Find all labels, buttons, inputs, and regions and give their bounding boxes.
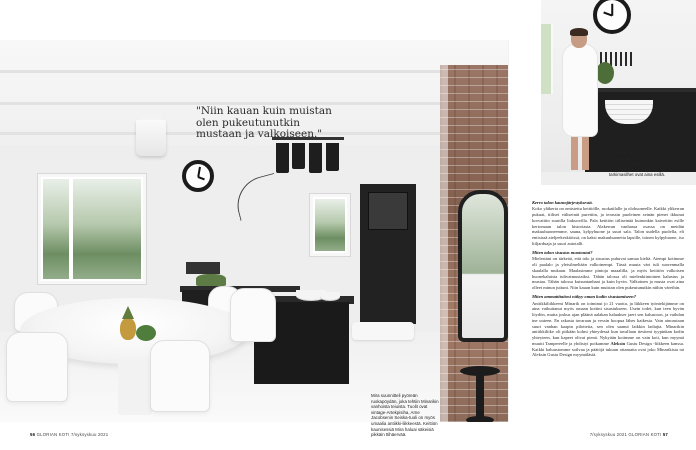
ceiling-beam bbox=[0, 70, 440, 73]
hanging-pot bbox=[292, 143, 305, 169]
white-chair bbox=[150, 340, 210, 412]
main-photo-caption: Mira suunnitteli pyöreän ruokapöydän, joka tehtiin Minarikin vanhoista teiuista. Tuolit ovat vintage-Artekpisiha, Arne Jacobsenin Seiska-tuoli on myös umaalia antiikki-liikkeestä. Keittiön kaunisessiä Mira haluai säkeisiä pikkäin ttihäervää. bbox=[371, 393, 439, 438]
sheepskin-bench bbox=[352, 322, 414, 340]
knife-rack bbox=[186, 262, 220, 274]
woman-legs bbox=[571, 134, 589, 170]
hanging-pot bbox=[326, 143, 339, 171]
wall-clock bbox=[593, 0, 631, 34]
pull-quote: "Niin kauan kuin muistan olen pukeutunutkin mustaan ja valkoiseen." bbox=[196, 105, 332, 140]
page-number: 56 bbox=[30, 432, 36, 437]
pendant-lamp bbox=[136, 120, 166, 156]
white-bowl bbox=[320, 292, 340, 300]
white-chair bbox=[6, 332, 68, 402]
bar-stool-leg bbox=[476, 374, 484, 420]
right-page-footer bbox=[588, 432, 668, 437]
hanging-pot bbox=[276, 143, 289, 173]
footer-magazine: GLORIAN KOTI 7/syksyskuu 2021 bbox=[36, 432, 109, 437]
table-pedestal bbox=[118, 360, 152, 415]
hanging-pot bbox=[309, 143, 322, 173]
article-body bbox=[532, 200, 684, 359]
hutch-glass bbox=[368, 192, 408, 230]
bar-stool-base bbox=[466, 416, 494, 422]
melon bbox=[136, 325, 156, 341]
woman-hair bbox=[570, 28, 588, 36]
left-window bbox=[38, 174, 146, 284]
arched-mirror bbox=[458, 190, 508, 342]
page-gutter bbox=[508, 40, 509, 422]
question-heading: Miten ammattitaitosi näkyy oman kodin sisustamiseen? bbox=[532, 294, 636, 300]
kitchen-photo bbox=[0, 40, 508, 422]
left-page-footer bbox=[30, 432, 108, 437]
herb-plants bbox=[196, 274, 226, 286]
question-heading: Miten talon sisustus muotoutui? bbox=[532, 250, 593, 255]
portrait-caption: Keittiön täyspuinen kaasi maalattiin mustaksi. Mira keräsi vanhoja valkoisia astioita, ja suurest tarkimasilhet ovat aina esillä. bbox=[608, 150, 666, 178]
highlight-name: Aleksin bbox=[610, 340, 626, 346]
page-number: 57 bbox=[662, 432, 668, 437]
brick-edge bbox=[440, 65, 448, 422]
answer-paragraph: Antiikkiliikkeeni Minarik on toiminut jo 21 vuotta, ja liikkeen työntekijämme on aina vaikuttanut myös omaan kotiini sisustukseen. Usein todet, kun teen hyvän löydön, mutta joskus ajan pläänä aalakan haluakser jaert sen kalustoon, ja vaihdan tne uuteen. En rakasta tavaraan ja vessin hoopua lähes kaikesta. Vain ainoastaan suuri vanhan kaapin pilotteita, sen olen saanut laikkin ladiajta. Minarikin antiikkiliike oli pitkään kolmi yhteydessä kun tavallaan tiesiteni tyypinkan kodin yhteyteen, kun kapeet olivat pienä. Nykyään kotimme on vain koti, kun myymä muutti Tampereelle ja yhdistyi poikamme Aleksin Gustu Design -liikkeen kanssa. Kaikki kaluustomme sotlvaa ja päätöjä tukuun ottamatta ovat joko Minarikista tai Aleksin Gustu Design myymälästä. bbox=[532, 300, 685, 358]
question-heading: Kerro talon kaunojärjestyksestä. bbox=[532, 200, 593, 205]
back-window bbox=[310, 194, 350, 256]
white-chair bbox=[230, 288, 276, 342]
answer-paragraph: Koko yläkerta on omistettu keittiölle, ruokatilalle ja olohuoneelle. Kaikki ylikerran pukuat, tiiliset väliseinät purettiin, ja terassin puoleinen seinän pienet ikkunat korvattiin suurilla liukuovilla. Pala keittiön tiiliseinää kuinonkin kaivettiin esille kertomaan talon historiasta. Alakerran vanhassa osassa on meidän makuuhuoneemme, sauna, kylpyhuone ja suuri sala. Talon uudella puolella, eli entisissä ateljeekeskiöissä, on kaksi makuuhuonetta lapsille, toinen kylpyhuone, iso liiljarduaja ja suuri autotalli. bbox=[532, 206, 684, 246]
pineapple bbox=[120, 318, 136, 340]
potted-plant bbox=[596, 62, 614, 84]
wall-clock bbox=[182, 160, 214, 192]
answer-paragraph: Mielestäni on tärkeää, että talo ja sisustus puhuvat samaa kieltä. Aiempi kotimme oli paalalo ja yleisilmeltään valkoinempi. Tässä muuta väri tuli suorenmalla skaalalla mukaan. Maalasimme pintoja maaalilla, ja myös keittiön valkoisen huonekaluista tulivatmustaiksi. Tähän talossa oli mielenkiintoinen kalustus ja mustaa. Tähän talossa kutsuntanhaat ja kuin hyvin. Valkoinen ja musta ovat aina olleet minun juttuni. Niin kauan kuin muistan olen pukeutunutkin niihin väreihin. bbox=[532, 256, 684, 290]
woman-white-dress bbox=[563, 44, 597, 136]
portrait-window bbox=[541, 24, 553, 94]
footer-magazine: 7/syksyskuu 2021 GLORIAN KOTI bbox=[589, 432, 662, 437]
